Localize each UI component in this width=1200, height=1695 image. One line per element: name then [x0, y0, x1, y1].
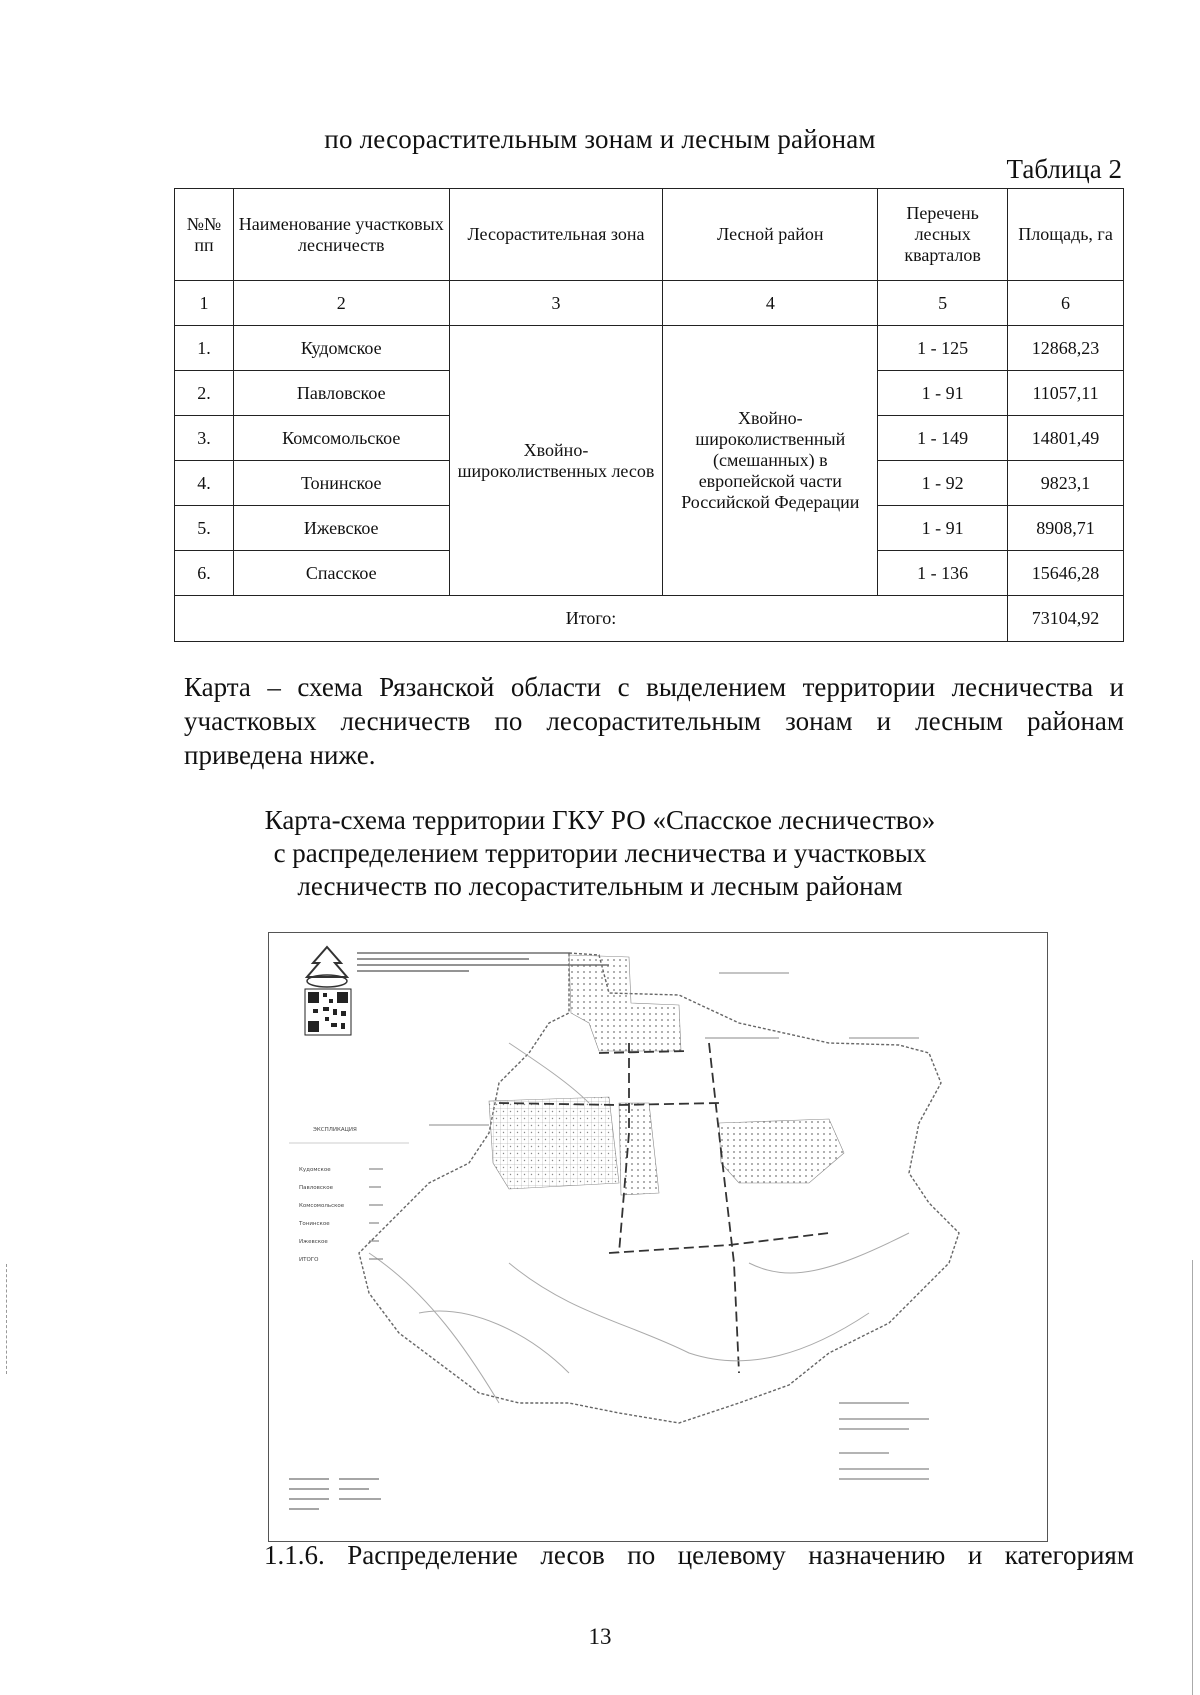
row-quarters: 1 - 125	[878, 326, 1008, 371]
table-heading: по лесорастительным зонам и лесным районам	[324, 124, 876, 154]
section-heading-word: Распределение	[347, 1540, 518, 1570]
page-number: 13	[588, 1624, 612, 1649]
forestry-map-image	[268, 932, 1048, 1542]
map-legend-row: Ижевское	[299, 1239, 328, 1245]
map-legend	[289, 1127, 409, 1263]
section-heading-word: категориям	[1004, 1540, 1134, 1570]
row-name: Комсомольское	[233, 416, 449, 461]
qr-code-icon	[305, 989, 351, 1035]
section-heading-word: 1.1.6.	[264, 1540, 325, 1570]
forest-zones-table	[174, 188, 1124, 642]
section-heading	[264, 1540, 1134, 1571]
row-quarters: 1 - 91	[878, 506, 1008, 551]
row-number: 3.	[175, 416, 234, 461]
row-number: 5.	[175, 506, 234, 551]
table-header-row	[175, 189, 1124, 281]
map-legend-row: Комсомольское	[299, 1203, 345, 1209]
row-name: Тонинское	[233, 461, 449, 506]
header-name: Наименование участковых лесничеств	[233, 189, 449, 281]
row-name: Ижевское	[233, 506, 449, 551]
region-cell: Хвойно-широколиственный (смешанных) в европейской части Российской Федерации	[663, 326, 878, 596]
column-index: 2	[233, 281, 449, 326]
map-title-line: лесничеств по лесорастительным и лесным районам	[297, 871, 903, 901]
map-title-line: с распределением территории лесничества и участковых	[273, 838, 927, 868]
map-title-line: Карта-схема территории ГКУ РО «Спасское лесничество»	[264, 805, 936, 835]
row-quarters: 1 - 149	[878, 416, 1008, 461]
row-area: 11057,11	[1008, 371, 1124, 416]
row-name: Спасское	[233, 551, 449, 596]
row-number: 1.	[175, 326, 234, 371]
row-quarters: 1 - 92	[878, 461, 1008, 506]
header-region: Лесной район	[663, 189, 878, 281]
section-heading-word: по	[627, 1540, 656, 1570]
section-heading-word: лесов	[540, 1540, 605, 1570]
total-label: Итого:	[175, 596, 1008, 642]
table-index-row	[175, 281, 1124, 326]
map-legend-row: Кудомское	[299, 1167, 331, 1173]
row-quarters: 1 - 91	[878, 371, 1008, 416]
row-number: 2.	[175, 371, 234, 416]
section-heading-word: целевому	[677, 1540, 786, 1570]
header-area: Площадь, га	[1008, 189, 1124, 281]
header-zone: Лесорастительная зона	[449, 189, 663, 281]
column-index: 3	[449, 281, 663, 326]
map-intro-paragraph: Карта – схема Рязанской области с выделением территории лесничества и участковых лесничеств по лесорастительным зонам и лесным районам приведена ниже.	[184, 672, 1124, 770]
column-index: 6	[1008, 281, 1124, 326]
row-quarters: 1 - 136	[878, 551, 1008, 596]
row-area: 8908,71	[1008, 506, 1124, 551]
header-quarters: Перечень лесных кварталов	[878, 189, 1008, 281]
section-heading-word: и	[967, 1540, 983, 1570]
zone-cell: Хвойно-широколиственных лесов	[449, 326, 663, 596]
row-area: 9823,1	[1008, 461, 1124, 506]
row-area: 15646,28	[1008, 551, 1124, 596]
map-legend-title: ЭКСПЛИКАЦИЯ	[313, 1127, 357, 1133]
row-name: Кудомское	[233, 326, 449, 371]
row-area: 12868,23	[1008, 326, 1124, 371]
column-index: 5	[878, 281, 1008, 326]
section-heading-word: назначению	[808, 1540, 946, 1570]
map-legend-row: Павловское	[299, 1185, 333, 1191]
scan-margin-mark	[6, 1264, 7, 1374]
row-number: 4.	[175, 461, 234, 506]
header-number: №№ пп	[175, 189, 234, 281]
row-number: 6.	[175, 551, 234, 596]
map-legend-row: ИТОГО	[299, 1257, 319, 1263]
row-area: 14801,49	[1008, 416, 1124, 461]
table-caption: Таблица 2	[1006, 154, 1122, 184]
row-name: Павловское	[233, 371, 449, 416]
table-row	[175, 326, 1124, 371]
map-legend-row: Тонинское	[299, 1221, 330, 1227]
total-value: 73104,92	[1008, 596, 1124, 642]
column-index: 1	[175, 281, 234, 326]
column-index: 4	[663, 281, 878, 326]
scan-edge-line	[1192, 1260, 1193, 1695]
table-total-row	[175, 596, 1124, 642]
emblem-icon	[307, 947, 347, 987]
